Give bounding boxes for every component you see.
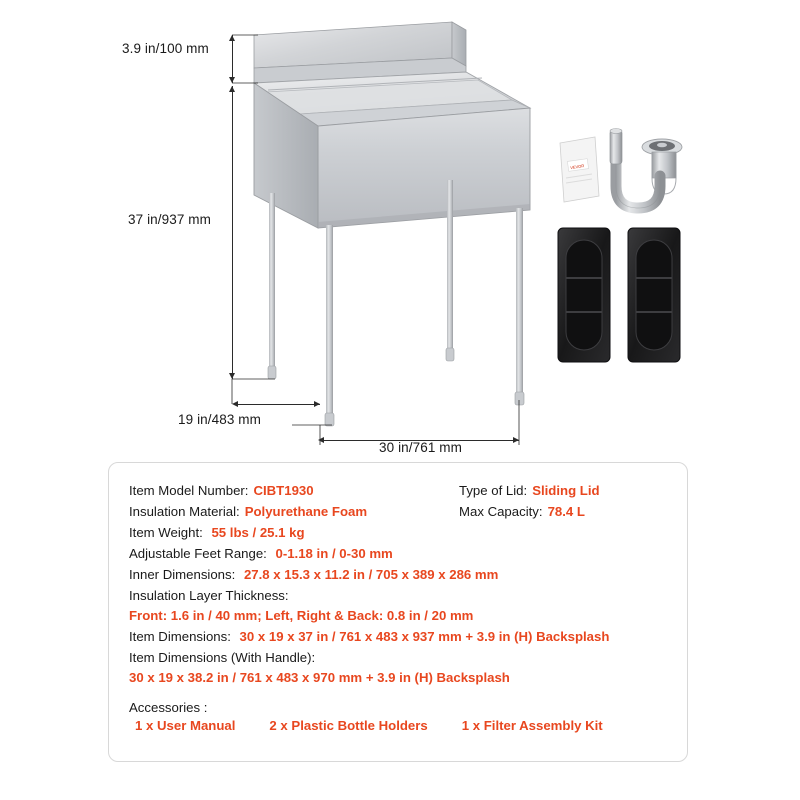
dim-arrow-depth-left — [232, 401, 238, 407]
dim-line-depth — [236, 404, 320, 405]
spec-lid-value: Sliding Lid — [532, 483, 600, 498]
accessory-item: 2 x Plastic Bottle Holders — [269, 718, 428, 733]
dim-width-label: 30 in/761 mm — [379, 440, 462, 455]
dim-line-backsplash — [232, 35, 233, 83]
spec-weight — [129, 523, 667, 543]
spec-inner-dimensions — [129, 565, 667, 585]
spec-item-dimensions-value: 30 x 19 x 37 in / 761 x 483 x 937 mm + 3.9 in (H) Backsplash — [239, 629, 610, 644]
spec-insulation-thickness — [129, 586, 667, 626]
spec-feet — [129, 544, 667, 564]
spec-weight-label: Item Weight: — [129, 525, 203, 540]
spec-model — [129, 481, 459, 500]
spec-row-insulation-capacity — [129, 502, 667, 521]
svg-text:VEVOR: VEVOR — [569, 163, 585, 171]
dim-arrow-depth-right — [314, 401, 320, 407]
spec-insulation-thickness-value: Front: 1.6 in / 40 mm; Left, Right & Back: 0.8 in / 20 mm — [129, 608, 474, 623]
spec-weight-value: 55 lbs / 25.1 kg — [211, 525, 305, 540]
dim-arrow-height-bottom — [229, 373, 235, 379]
specification-panel — [108, 462, 688, 762]
spec-capacity — [459, 502, 667, 521]
dim-arrow-backsplash-top — [229, 35, 235, 41]
dim-arrow-width-left — [318, 437, 324, 443]
spec-feet-value: 0-1.18 in / 0-30 mm — [275, 546, 393, 561]
dim-backsplash-label: 3.9 in/100 mm — [122, 41, 209, 56]
spec-insulation-label: Insulation Material: — [129, 504, 240, 519]
dim-arrow-height-top — [229, 86, 235, 92]
spec-item-dimensions — [129, 627, 667, 647]
spec-model-value: CIBT1930 — [253, 483, 314, 498]
dim-depth-label: 19 in/483 mm — [178, 412, 261, 427]
dim-line-height — [232, 86, 233, 379]
spec-item-dimensions-handle — [129, 648, 667, 688]
spec-row-model-lid — [129, 481, 667, 500]
spec-inner-value: 27.8 x 15.3 x 11.2 in / 705 x 389 x 286 mm — [243, 567, 499, 582]
dim-arrow-backsplash-bottom — [229, 77, 235, 83]
spec-lid-label: Type of Lid: — [459, 483, 528, 498]
spec-insulation — [129, 502, 459, 521]
accessory-item: 1 x Filter Assembly Kit — [461, 718, 603, 733]
dim-height-label: 37 in/937 mm — [128, 212, 211, 227]
spec-lid — [459, 481, 667, 500]
spec-model-label: Item Model Number: — [129, 483, 249, 498]
spec-item-dimensions-handle-value: 30 x 19 x 38.2 in / 761 x 483 x 970 mm + 3.9 in (H) Backsplash — [129, 670, 510, 685]
spec-insulation-thickness-label: Insulation Layer Thickness: — [129, 588, 289, 603]
spec-inner-label: Inner Dimensions: — [129, 567, 236, 582]
dim-arrow-width-right — [513, 437, 519, 443]
spec-feet-label: Adjustable Feet Range: — [129, 546, 267, 561]
spec-item-dimensions-handle-label: Item Dimensions (With Handle): — [129, 650, 316, 665]
spec-insulation-value: Polyurethane Foam — [244, 504, 368, 519]
accessory-item: 1 x User Manual — [135, 718, 236, 733]
accessories-list — [129, 718, 667, 733]
spec-item-dimensions-label: Item Dimensions: — [129, 629, 231, 644]
spec-capacity-label: Max Capacity: — [459, 504, 543, 519]
accessories-label: Accessories : — [129, 700, 208, 715]
spec-capacity-value: 78.4 L — [547, 504, 585, 519]
